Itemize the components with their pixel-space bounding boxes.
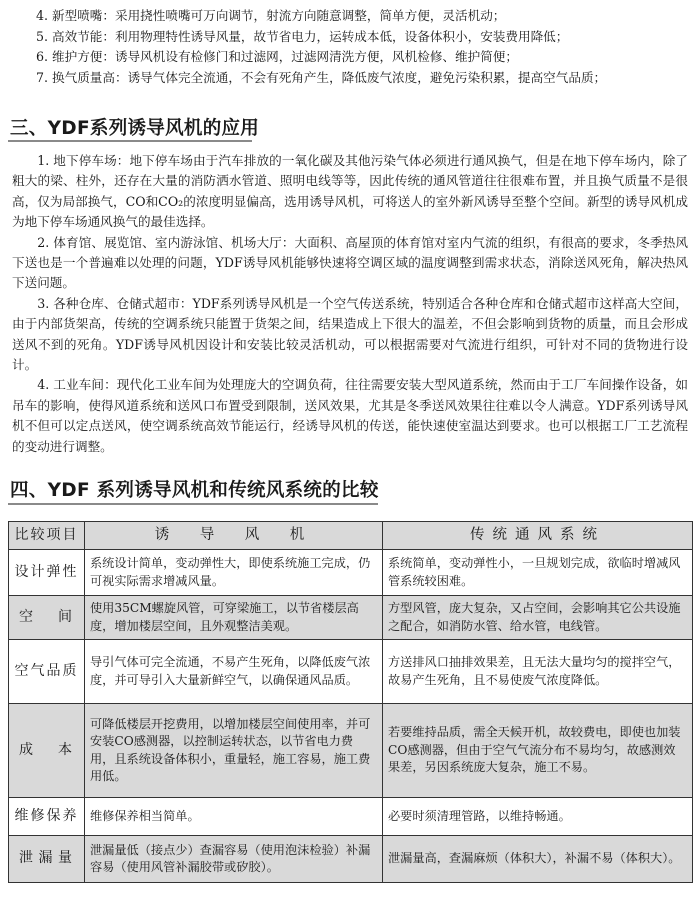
table-cell: 若要维持品质，需全天候开机，故较费电，即使也加装CO感测器，但由于空气气流分布不易均匀，故感测效果差，另因系统庞大复杂，施工不易。 bbox=[383, 704, 693, 798]
row-label: 泄漏量 bbox=[9, 836, 85, 883]
row-label: 成本 bbox=[9, 704, 85, 798]
table-cell: 系统简单，变动弹性小，一旦规划完成，欲临时增减风管系统较困难。 bbox=[383, 550, 693, 596]
section-4-title: 四、YDF 系列诱导风机和传统风系统的比较 bbox=[10, 480, 379, 501]
row-label: 设计弹性 bbox=[9, 550, 85, 596]
header-cell: 比较项目 bbox=[9, 522, 85, 550]
section-4-rule bbox=[8, 503, 378, 505]
table-cell: 方型风管，庞大复杂，又占空间，会影响其它公共设施之配合，如消防水管、给水管，电线管。 bbox=[383, 596, 693, 640]
section-3-body bbox=[12, 151, 688, 457]
comparison-table bbox=[8, 521, 693, 883]
list-item: 6. 维护方便：诱导风机设有检修门和过滤网，过滤网清洗方便，风机检修、维护简便； bbox=[36, 49, 518, 64]
paragraph: 3. 各种仓库、仓储式超市：YDF系列诱导风机是一个空气传送系统，特别适合各种仓库和仓储式超市这样高大空间，由于内部货架高，传统的空调系统只能置于货架之间，结果造成上下很大的温差，不但会影响到货物的质量，而且会形成送风不到的死角。YDF诱导风机因设计和安装比较灵活机动，可以根据需要对气流进行组织，可针对不同的货物进行设计。 bbox=[12, 295, 688, 373]
table-row bbox=[9, 836, 693, 883]
row-label: 维修保养 bbox=[9, 798, 85, 836]
table-cell: 导引气体可完全流通，不易产生死角，以降低废气浓度，并可导引入大量新鲜空气，以确保通风品质。 bbox=[85, 640, 383, 704]
section-3-rule bbox=[8, 140, 252, 142]
paragraph: 2. 体育馆、展览馆、室内游泳馆、机场大厅：大面积、高屋顶的体育馆对室内气流的组织，有很高的要求，冬季热风下送也是一个普遍难以处理的问题，YDF诱导风机能够快速将空调区域的温度调整到需求状态，消除送风死角，解决热风下送问题。 bbox=[12, 234, 688, 291]
table-row bbox=[9, 704, 693, 798]
table-row bbox=[9, 640, 693, 704]
list-item: 7. 换气质量高：诱导气体完全流通，不会有死角产生，降低废气浓度，避免污染积累，提高空气品质； bbox=[36, 69, 607, 85]
feature-list bbox=[36, 6, 676, 88]
header-cell: 传统通风系统 bbox=[383, 522, 693, 550]
table-cell: 泄漏量低（接点少）查漏容易（使用泡沫检验）补漏容易（使用风管补漏胶带或矽胶）。 bbox=[85, 836, 383, 883]
paragraph: 4. 工业车间：现代化工业车间为处理庞大的空调负荷，往往需要安装大型风道系统，然而由于工厂车间操作设备，如吊车的影响，使得风道系统和送风口布置受到限制，送风效果，尤其是冬季送风效果往往难以令人满意。YDF系列诱导风机不但可以定点送风，使空调系统高效节能运行，经诱导风机的传送，能快速使室温达到要求。也可以根据工厂工艺流程的变动进行调整。 bbox=[12, 377, 688, 454]
table-header-row bbox=[9, 522, 693, 550]
table-cell: 必要时须清理管路，以维持畅通。 bbox=[383, 798, 693, 836]
table-row bbox=[9, 798, 693, 836]
paragraph: 1. 地下停车场：地下停车场由于汽车排放的一氧化碳及其他污染气体必须进行通风换气，但是在地下停车场内，除了粗大的梁、柱外，还存在大量的消防洒水管道、照明电线等等，因此传统的通风管道往往很难布置，并且换气质量不是很高，仅为局部换气，CO和CO₂的浓度明显偏高，选用诱导风机，可将送人的室外新风诱导至整个空间。新型的诱导风机成为地下停车场通风换气的最佳选择。 bbox=[12, 153, 688, 230]
row-label: 空间 bbox=[9, 596, 85, 640]
header-cell: 诱 导 风 机 bbox=[85, 522, 383, 550]
list-item: 4. 新型喷嘴：采用挠性喷嘴可万向调节，射流方向随意调整，简单方便，灵活机动； bbox=[36, 8, 506, 23]
section-3-title: 三、YDF系列诱导风机的应用 bbox=[10, 118, 260, 139]
table-cell: 维修保养相当简单。 bbox=[85, 798, 383, 836]
table-cell: 系统设计简单，变动弹性大，即使系统施工完成，仍可视实际需求增减风量。 bbox=[85, 550, 383, 596]
table-row bbox=[9, 550, 693, 596]
list-item: 5. 高效节能：利用物理特性诱导风量，故节省电力，运转成本低，设备体积小，安装费用降低； bbox=[36, 28, 569, 44]
row-label: 空气品质 bbox=[9, 640, 85, 704]
table-cell: 可降低楼层开挖费用，以增加楼层空间使用率，并可安装CO感测器，以控制运转状态，以节省电力费用，且系统设备体积小，重量轻，施工容易，施工费用低。 bbox=[85, 704, 383, 798]
table-cell: 泄漏量高，查漏麻烦（体积大），补漏不易（体积大）。 bbox=[383, 836, 693, 883]
table-row bbox=[9, 596, 693, 640]
table-cell: 使用35CM螺旋风管，可穿梁施工，以节省楼层高度，增加楼层空间，且外观整洁美观。 bbox=[85, 596, 383, 640]
table-cell: 方送排风口抽排效果差，且无法大量均匀的搅拌空气，故易产生死角，且不易使废气浓度降低。 bbox=[383, 640, 693, 704]
